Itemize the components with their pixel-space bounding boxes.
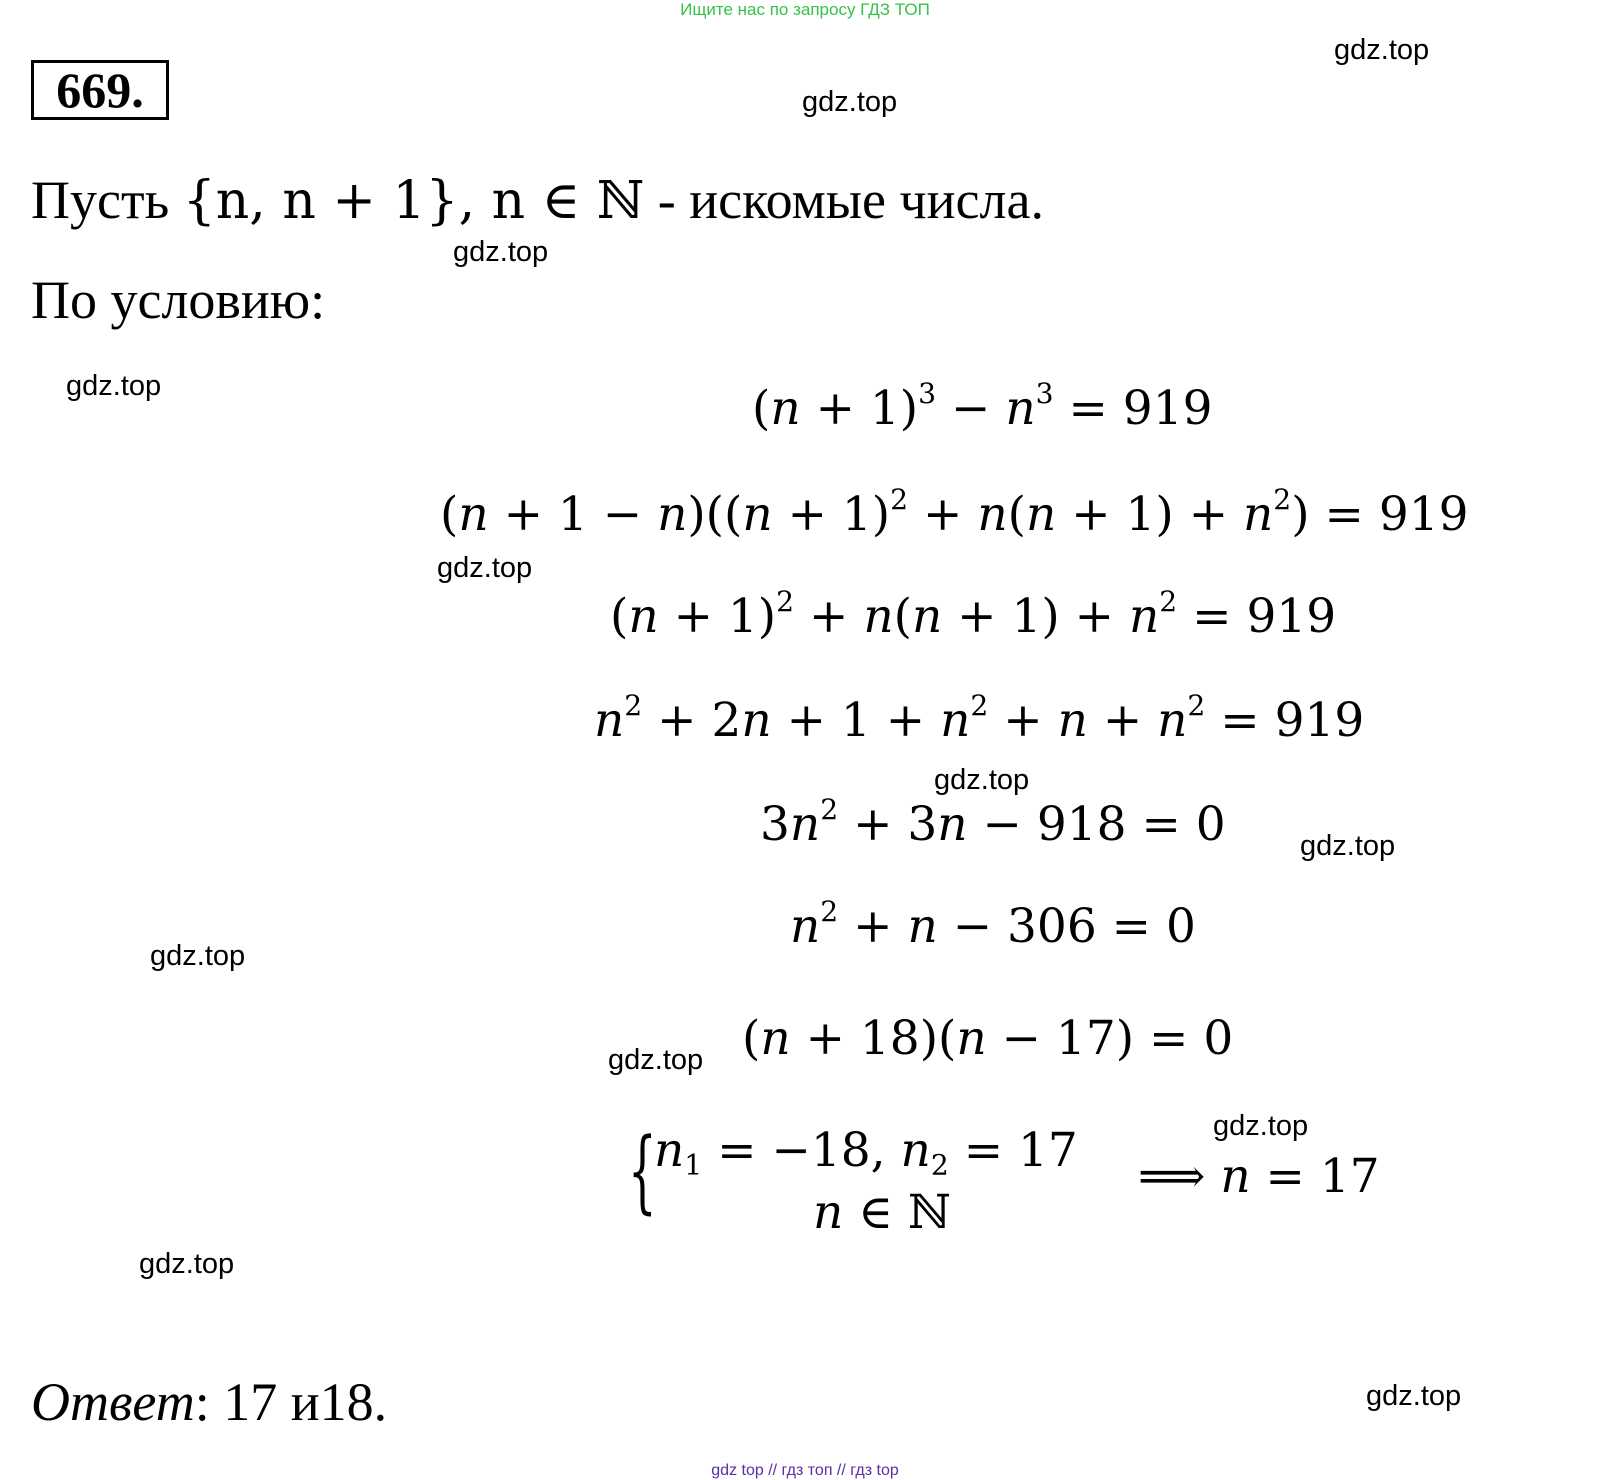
system-result: ⟹ n = 17 [1138,1149,1380,1204]
equation-7: (n + 18)(n − 17) = 0 [742,1011,1234,1066]
condition-label: По условию: [31,270,326,330]
watermark: gdz.top [1300,830,1396,862]
equation-6: $n^2 + n - 306 = 0$ [790,894,1196,954]
equation-2: $(n + 1 - n)((n + 1)^2 + n(n + 1) + n^2) = 919$ [440,482,1469,542]
problem-number: 669. [31,60,169,120]
equation-4: $n^2 + 2n + 1 + n^2 + n + n^2 = 919$ [594,688,1365,748]
equation-1: $(n + 1)^3 - n^3 = 919$ [752,376,1213,436]
intro-line [31,170,1044,230]
watermark: gdz.top [139,1248,235,1280]
equation-3: $(n + 1)^2 + n(n + 1) + n^2 = 919$ [610,584,1337,644]
watermark: gdz.top [66,370,162,402]
watermark: gdz.top [934,764,1030,796]
watermark: gdz.top [437,552,533,584]
watermark: gdz.top [802,86,898,118]
curly-brace-icon: { [628,1119,657,1224]
answer-line [31,1372,387,1432]
intro-set: {n, n + 1}, n ∈ ℕ [182,171,645,231]
intro-prefix: Пусть [31,170,183,230]
watermark: gdz.top [150,940,246,972]
watermark: gdz.top [1213,1110,1309,1142]
watermark: gdz.top [453,236,549,268]
answer-value: : 17 и18. [194,1372,388,1432]
system-line-2: n ∈ ℕ [813,1185,951,1240]
top-banner[interactable]: Ищите нас по запросу ГДЗ ТОП [680,0,930,19]
system-line-1: $n_1 = -18$, $n_2 = 17$ [654,1123,1078,1182]
watermark: gdz.top [1366,1380,1462,1412]
equation-5: $3n^2 + 3n - 918 = 0$ [760,792,1226,852]
watermark: gdz.top [608,1044,704,1076]
intro-suffix: - искомые числа. [644,170,1044,230]
footer-links[interactable]: gdz top // гдз топ // гдз top [711,1462,899,1479]
watermark: gdz.top [1334,34,1430,66]
answer-label: Ответ [31,1372,195,1432]
